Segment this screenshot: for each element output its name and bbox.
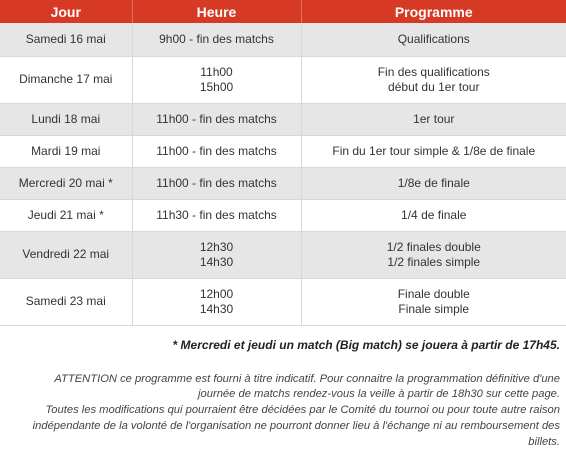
program-line: Fin du 1er tour simple & 1/8e de finale	[332, 143, 536, 158]
time-line: 11h30 - fin des matchs	[156, 207, 277, 222]
table-row	[0, 23, 566, 56]
time-line: 12h00	[199, 286, 234, 301]
program-line: 1er tour	[413, 111, 455, 126]
time-line: 11h00 - fin des matchs	[156, 143, 277, 158]
program-line: 1/4 de finale	[401, 207, 467, 222]
program-cell	[301, 231, 566, 278]
day-cell: Dimanche 17 mai	[0, 56, 132, 103]
day-cell: Vendredi 22 mai	[0, 231, 132, 278]
time-line: 9h00 - fin des matchs	[159, 31, 274, 46]
day-cell: Mardi 19 mai	[0, 135, 132, 167]
time-cell	[132, 199, 301, 231]
time-line: 11h00	[200, 64, 233, 79]
program-cell	[301, 103, 566, 135]
attention-line-1: ATTENTION ce programme est fourni à titre indicatif. Pour connaitre la programmation définitive d'une journée de matchs rendez-vous la veille à partir de 18h30 sur cette page.	[54, 372, 560, 401]
program-cell	[301, 167, 566, 199]
day-cell: Lundi 18 mai	[0, 103, 132, 135]
time-cell	[132, 56, 301, 103]
program-cell	[301, 199, 566, 231]
time-cell	[132, 135, 301, 167]
attention-line-2: Toutes les modifications qui pourraient être décidées par le Comité du tournoi ou pour toute autre raison indépendante de la volonté de l'organisation ne pourront donner lieu à l'échange ni au remboursement des billets.	[32, 404, 560, 448]
time-line: 14h30	[199, 301, 234, 316]
table-row	[0, 278, 566, 325]
time-cell	[132, 23, 301, 56]
program-line: Finale simple	[398, 301, 470, 316]
program-cell	[301, 278, 566, 325]
column-header-programme: Programme	[301, 0, 566, 23]
table-row	[0, 135, 566, 167]
time-cell	[132, 231, 301, 278]
day-cell: Jeudi 21 mai *	[0, 199, 132, 231]
attention-notice	[20, 372, 560, 451]
column-header-heure: Heure	[132, 0, 301, 23]
time-cell	[132, 167, 301, 199]
program-line: 1/8e de finale	[397, 175, 470, 190]
table-row	[0, 56, 566, 103]
table-row	[0, 231, 566, 278]
time-line: 11h00 - fin des matchs	[156, 111, 277, 126]
program-line: 1/2 finales simple	[387, 254, 481, 269]
program-line: Fin des qualifications	[377, 64, 490, 79]
time-line: 12h30	[199, 239, 234, 254]
time-cell	[132, 278, 301, 325]
footnote: * Mercredi et jeudi un match (Big match) se jouera à partir de 17h45.	[172, 337, 560, 352]
program-cell	[301, 135, 566, 167]
program-cell	[301, 56, 566, 103]
day-cell: Samedi 23 mai	[0, 278, 132, 325]
program-line: Finale double	[397, 286, 470, 301]
day-cell: Samedi 16 mai	[0, 23, 132, 56]
time-line: 11h00 - fin des matchs	[156, 175, 277, 190]
program-cell	[301, 23, 566, 56]
time-cell	[132, 103, 301, 135]
day-cell: Mercredi 20 mai *	[0, 167, 132, 199]
time-line: 15h00	[199, 79, 234, 94]
table-row	[0, 199, 566, 231]
column-header-jour: Jour	[0, 0, 132, 23]
table-header-row	[0, 0, 566, 23]
time-line: 14h30	[199, 254, 234, 269]
program-line: Qualifications	[397, 31, 470, 46]
table-row	[0, 167, 566, 199]
table-row	[0, 103, 566, 135]
program-line: 1/2 finales double	[386, 239, 481, 254]
program-line: début du 1er tour	[388, 79, 480, 94]
